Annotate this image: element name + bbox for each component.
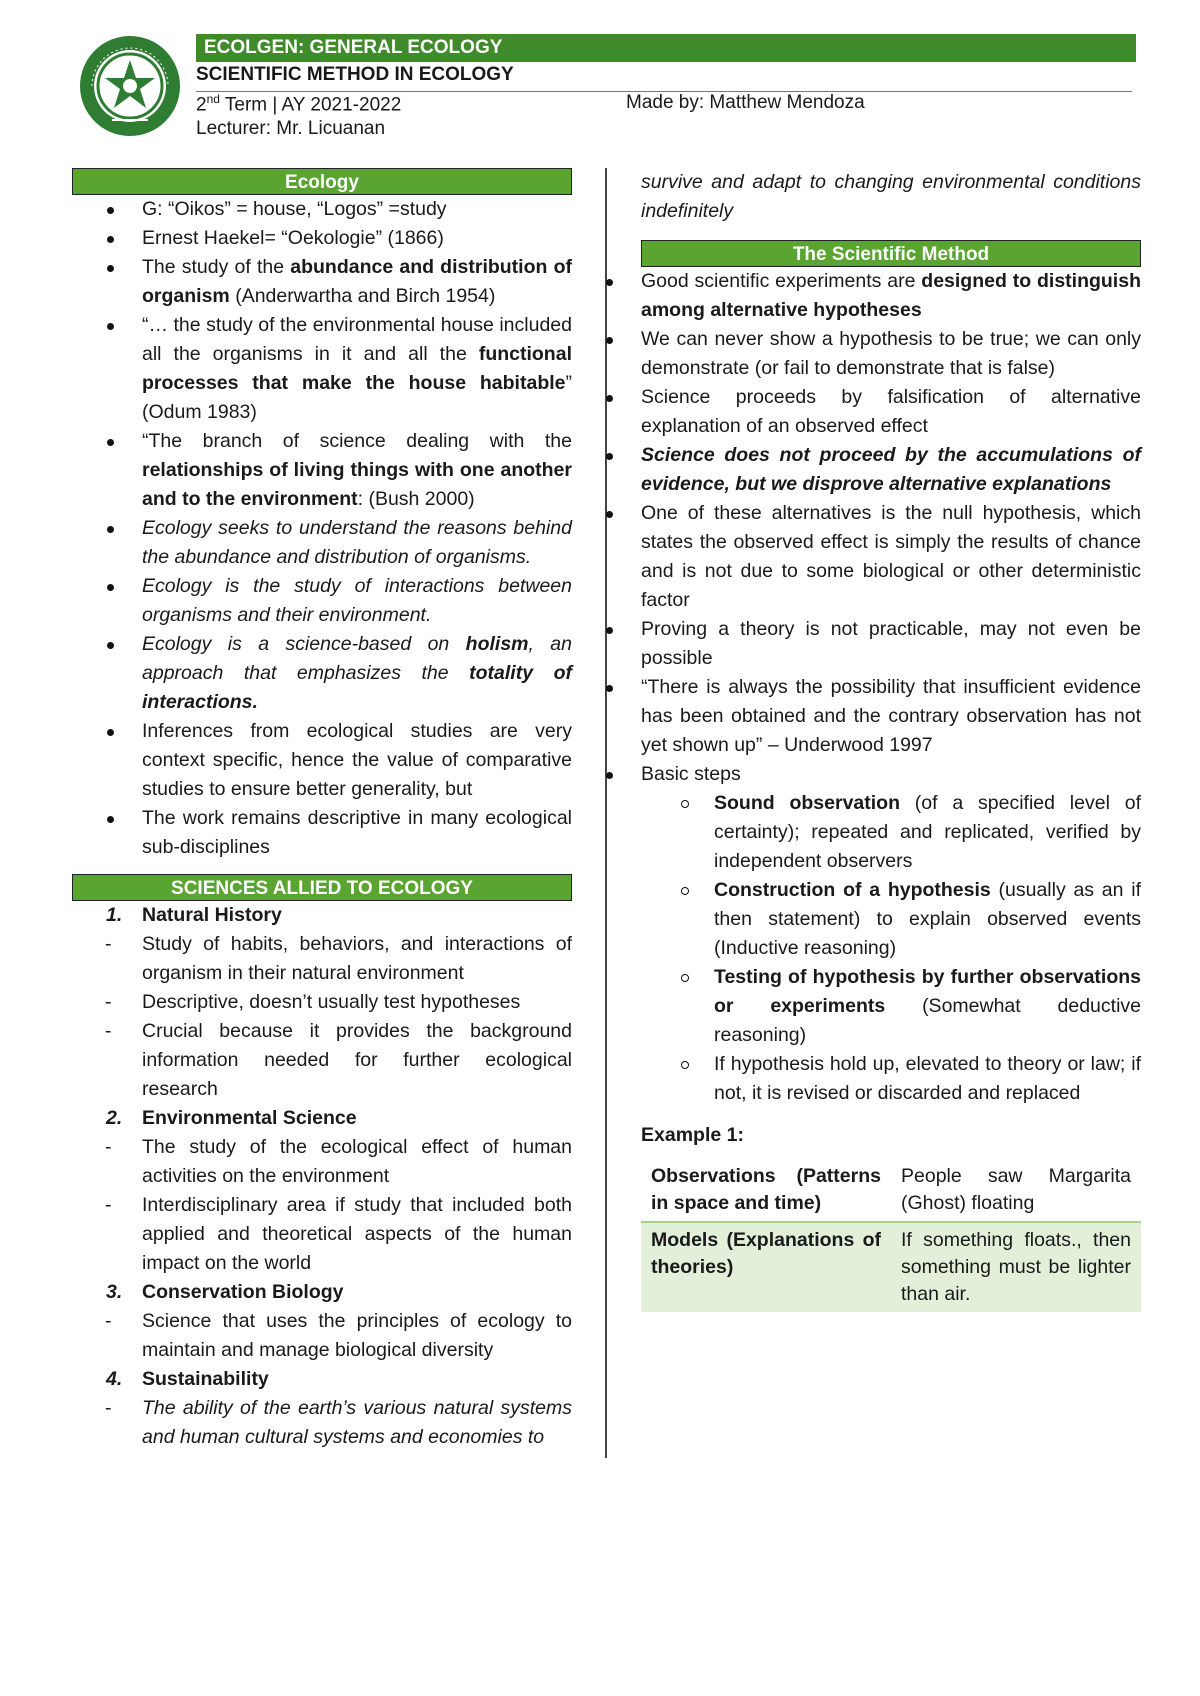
basic-steps-list <box>571 789 1141 1108</box>
section-heading-allied-sciences: SCIENCES ALLIED TO ECOLOGY <box>72 874 572 901</box>
list-item: Ecology is the study of interactions between organisms and their environment. <box>72 572 572 630</box>
lecturer-label: Lecturer: Mr. Licuanan <box>196 118 386 139</box>
table-cell: People saw Margarita (Ghost) floating <box>901 1165 1131 1214</box>
list-item: Science proceeds by falsification of alternative explanation of an observed effect <box>571 383 1141 441</box>
list-item: We can never show a hypothesis to be true; we can only demonstrate (or fail to demonstrate that is false) <box>571 325 1141 383</box>
list-item-environmental-science: 2. Environmental Science <box>106 1107 357 1129</box>
table-cell: Observations (Patterns in space and time) <box>651 1165 881 1214</box>
list-item: Sound observation (of a specified level of certainty); repeated and replicated, verified by independent observers <box>571 789 1141 876</box>
list-item: Ecology seeks to understand the reasons behind the abundance and distribution of organisms. <box>72 514 572 572</box>
list-item: - Crucial because it provides the background information needed for further ecological research <box>105 1020 572 1100</box>
example-table <box>641 1159 1141 1312</box>
table-row <box>641 1222 1141 1312</box>
table-cell: If something floats., then something must be lighter than air. <box>891 1222 1141 1312</box>
list-item: - Descriptive, doesn’t usually test hypotheses <box>105 991 521 1013</box>
list-item: If hypothesis hold up, elevated to theory or law; if not, it is revised or discarded and replaced <box>571 1050 1141 1108</box>
list-item: “The branch of science dealing with the relationships of living things with one another and to the environment: (Bush 2000) <box>72 427 572 514</box>
list-item: - Study of habits, behaviors, and interactions of organism in their natural environment <box>105 933 572 984</box>
list-item: The work remains descriptive in many ecological sub-disciplines <box>72 804 572 862</box>
list-item: One of these alternatives is the null hypothesis, which states the observed effect is simply the results of chance and is not due to some biological or other deterministic factor <box>571 499 1141 615</box>
list-item: G: “Oikos” = house, “Logos” =study <box>72 195 572 224</box>
list-item: Testing of hypothesis by further observations or experiments (Somewhat deductive reasoning) <box>571 963 1141 1050</box>
list-item: Construction of a hypothesis (usually as an if then statement) to explain observed events (Inductive reasoning) <box>571 876 1141 963</box>
section-heading-ecology: Ecology <box>72 168 572 195</box>
list-item: Good scientific experiments are designed to distinguish among alternative hypotheses <box>571 267 1141 325</box>
scientific-method-bullets <box>571 267 1141 789</box>
document-title: SCIENTIFIC METHOD IN ECOLOGY <box>196 64 514 85</box>
list-item: Ecology is a science-based on holism, an approach that emphasizes the totality of interactions. <box>72 630 572 717</box>
list-item: Inferences from ecological studies are very context specific, hence the value of comparative studies to ensure better generality, but <box>72 717 572 804</box>
right-column <box>641 168 1141 1312</box>
table-row <box>641 1159 1141 1222</box>
list-item: “… the study of the environmental house included all the organisms in it and all the functional processes that make the house habitable” (Odum 1983) <box>72 311 572 427</box>
list-item: Ernest Haekel= “Oekologie” (1866) <box>72 224 572 253</box>
list-item: Basic steps <box>571 760 1141 789</box>
list-item: - Science that uses the principles of ecology to maintain and manage biological diversity <box>105 1310 572 1361</box>
section-heading-scientific-method: The Scientific Method <box>641 240 1141 267</box>
author-label: Made by: Matthew Mendoza <box>626 92 865 113</box>
list-item: - Interdisciplinary area if study that included both applied and theoretical aspects of the human impact on the world <box>105 1194 572 1274</box>
term-label: 2nd Term | AY 2021-2022 <box>196 92 402 116</box>
list-item-conservation-biology: 3. Conservation Biology <box>106 1281 344 1303</box>
example-label: Example 1: <box>641 1124 744 1146</box>
course-title-bar: ECOLGEN: GENERAL ECOLOGY <box>196 34 1136 62</box>
sustainability-continuation: survive and adapt to changing environmental conditions indefinitely <box>641 171 1141 222</box>
allied-sciences-list <box>72 901 572 1452</box>
table-cell: Models (Explanations of theories) <box>641 1222 891 1312</box>
ecology-bullets <box>72 195 572 862</box>
list-item: - The ability of the earth’s various natural systems and human cultural systems and economies to <box>105 1397 572 1448</box>
left-column <box>72 168 572 1452</box>
list-item: The study of the abundance and distribution of organism (Anderwartha and Birch 1954) <box>72 253 572 311</box>
list-item: “There is always the possibility that insufficient evidence has been obtained and the contrary observation has not yet shown up” – Underwood 1997 <box>571 673 1141 760</box>
list-item-sustainability: 4. Sustainability <box>106 1368 269 1390</box>
university-seal-logo <box>78 34 182 138</box>
list-item-natural-history: 1. Natural History <box>106 904 282 926</box>
list-item: - The study of the ecological effect of human activities on the environment <box>105 1136 572 1187</box>
list-item: Science does not proceed by the accumulations of evidence, but we disprove alternative explanations <box>571 441 1141 499</box>
list-item: Proving a theory is not practicable, may not even be possible <box>571 615 1141 673</box>
